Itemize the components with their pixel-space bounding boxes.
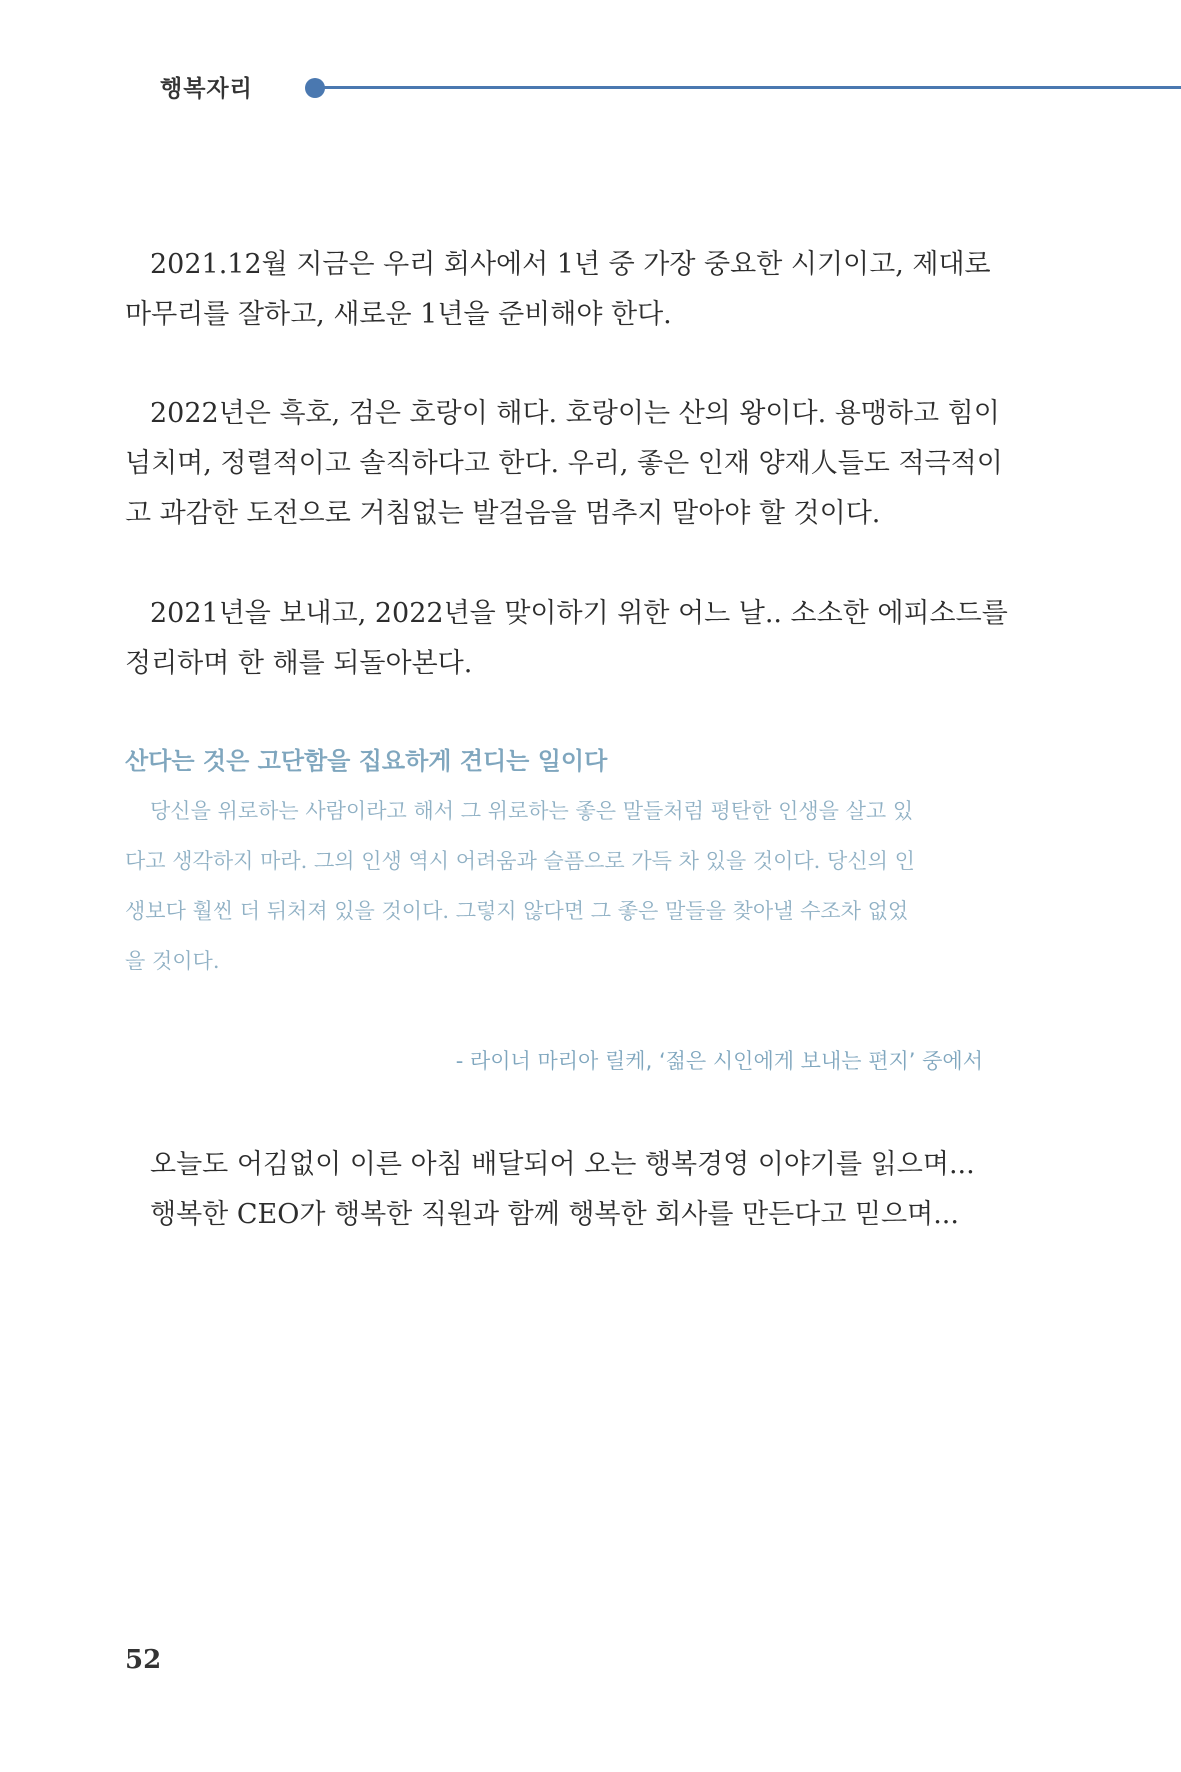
quote-body bbox=[125, 786, 1005, 986]
quote-line: 다고 생각하지 마라. 그의 인생 역시 어려움과 슬픔으로 가득 차 있을 것이다. 당신의 인 bbox=[125, 849, 915, 873]
closing-paragraph bbox=[150, 1140, 975, 1240]
quote-source: - 라이너 마리아 릴케, ‘젊은 시인에게 보내는 편지’ 중에서 bbox=[455, 1049, 983, 1073]
paragraph-2 bbox=[125, 389, 1005, 539]
paragraph-line: 2022년은 흑호, 검은 호랑이 해다. 호랑이는 산의 왕이다. 용맹하고 힘이 bbox=[150, 398, 1000, 429]
paragraph-line: 정리하며 한 해를 되돌아본다. bbox=[125, 648, 473, 679]
paragraph-line: 2021년을 보내고, 2022년을 맞이하기 위한 어느 날.. 소소한 에피소드를 bbox=[150, 598, 1008, 629]
quote-title: 산다는 것은 고단함을 집요하게 견디는 일이다 bbox=[125, 747, 608, 775]
closing-line: 오늘도 어김없이 이른 아침 배달되어 오는 행복경영 이야기를 읽으며... bbox=[150, 1149, 975, 1180]
paragraph-line: 마무리를 잘하고, 새로운 1년을 준비해야 한다. bbox=[125, 299, 672, 330]
page-number: 52 bbox=[125, 1645, 162, 1675]
quote-line: 을 것이다. bbox=[125, 949, 220, 973]
header-rule-line bbox=[318, 86, 1181, 89]
paragraph-line: 넘치며, 정렬적이고 솔직하다고 한다. 우리, 좋은 인재 양재人들도 적극적이 bbox=[125, 448, 1003, 479]
paragraph-1 bbox=[125, 240, 1005, 340]
running-header-title: 행복자리 bbox=[160, 76, 253, 102]
paragraph-3 bbox=[125, 589, 1008, 689]
paragraph-line: 2021.12월 지금은 우리 회사에서 1년 중 가장 중요한 시기이고, 제대로 bbox=[150, 249, 991, 280]
quote-line: 당신을 위로하는 사람이라고 해서 그 위로하는 좋은 말들처럼 평탄한 인생을 살고 있 bbox=[150, 799, 914, 823]
quote-line: 생보다 훨씬 더 뒤처져 있을 것이다. 그렇지 않다면 그 좋은 말들을 찾아낼 수조차 없었 bbox=[125, 899, 909, 923]
closing-line: 행복한 CEO가 행복한 직원과 함께 행복한 회사를 만든다고 믿으며... bbox=[150, 1199, 959, 1230]
paragraph-line: 고 과감한 도전으로 거침없는 발걸음을 멈추지 말아야 할 것이다. bbox=[125, 498, 881, 529]
